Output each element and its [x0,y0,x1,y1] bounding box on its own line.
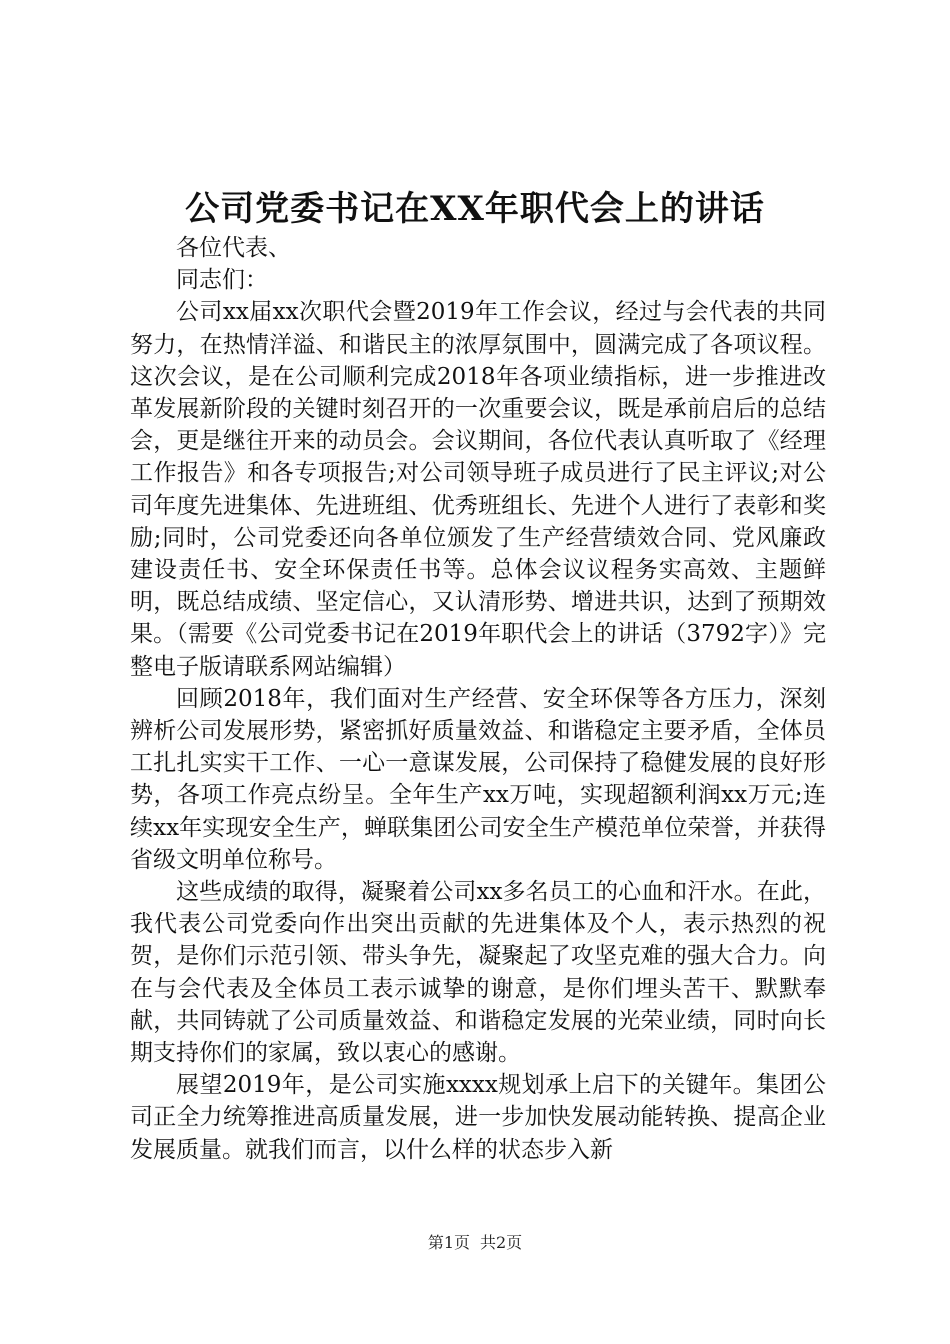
page-footer [0,1232,950,1254]
page-number-total: 共2页 [480,1233,523,1252]
page-number-current: 第1页 [427,1233,470,1252]
body-paragraph-3: 这些成绩的取得，凝聚着公司xx多名员工的心血和汗水。在此，我代表公司党委向作出突出贡献的先进集体及个人，表示热烈的祝贺，是你们示范引领、带头争先，凝聚起了攻坚克难的强大合力。向在与会代表及全体员工表示诚挚的谢意，是你们埋头苦干、默默奉献，共同铸就了公司质量效益、和谐稳定发展的光荣业绩，同时向长期支持你们的家属，致以衷心的感谢。 [130,879,826,1067]
salutation-line-2: 同志们： [176,267,268,294]
salutation-line-1: 各位代表、 [176,235,291,261]
body-paragraph-1: 公司xx届xx次职代会暨2019年工作会议，经过与会代表的共同努力，在热情洋溢、和谐民主的浓厚氛围中，圆满完成了各项议程。这次会议，是在公司顺利完成2018年各项业绩指标，进一步推进改革发展新阶段的关键时刻召开的一次重要会议，既是承前启后的总结会，更是继往开来的动员会。会议期间，各位代表认真听取了《经理工作报告》和各专项报告;对公司领导班子成员进行了民主评议;对公司年度先进集体、先进班组、优秀班组长、先进个人进行了表彰和奖励;同时，公司党委还向各单位颁发了生产经营绩效合同、党风廉政建设责任书、安全环保责任书等。总体会议议程务实高效、主题鲜明，既总结成绩、坚定信心，又认清形势、增进共识，达到了预期效果。（需要《公司党委书记在2019年职代会上的讲话（3792字）》完整电子版请联系网站编辑） [130,299,826,680]
body-paragraph-4: 展望2019年，是公司实施xxxx规划承上启下的关键年。集团公司正全力统筹推进高质量发展，进一步加快发展动能转换、提高企业发展质量。就我们而言，以什么样的状态步入新 [130,1072,826,1163]
document-body [130,232,826,1166]
body-paragraph-2: 回顾2018年，我们面对生产经营、安全环保等各方压力，深刻辨析公司发展形势，紧密抓好质量效益、和谐稳定主要矛盾，全体员工扎扎实实干工作、一心一意谋发展，公司保持了稳健发展的良好形势，各项工作亮点纷呈。全年生产xx万吨，实现超额利润xx万元;连续xx年实现安全生产，蝉联集团公司安全生产模范单位荣誉，并获得省级文明单位称号。 [130,685,826,873]
document-title: 公司党委书记在XX年职代会上的讲话 [185,189,765,229]
